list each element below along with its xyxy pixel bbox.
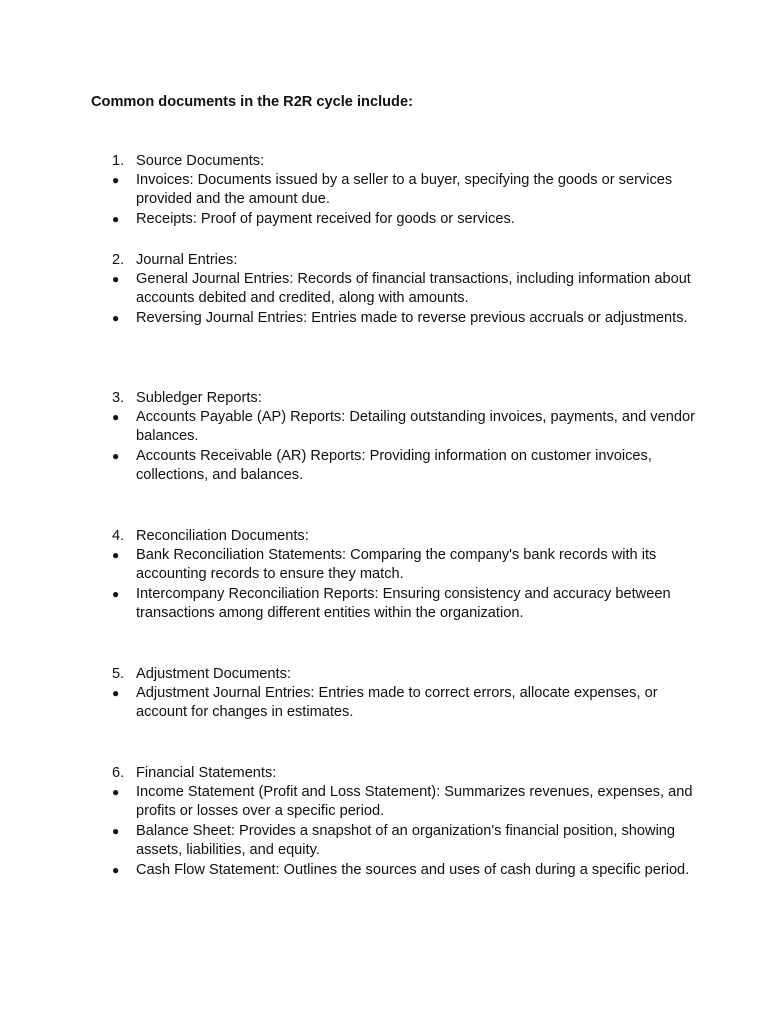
section-title xyxy=(112,389,712,408)
list-item-text: Income Statement (Profit and Loss Statement): Summarizes revenues, expenses, and profits or losses over a specific period. xyxy=(136,784,693,819)
bullet-icon: ● xyxy=(112,863,120,877)
bullet-icon: ● xyxy=(112,311,120,325)
bullet-icon: ● xyxy=(112,686,120,700)
section-title xyxy=(112,764,712,783)
bullet-list xyxy=(112,171,712,229)
section-journal-entries xyxy=(112,251,712,329)
section-title-text: Adjustment Documents: xyxy=(136,666,291,682)
list-item-text: Reversing Journal Entries: Entries made to reverse previous accruals or adjustments. xyxy=(136,310,688,326)
list-item-text: Adjustment Journal Entries: Entries made to correct errors, allocate expenses, or account for changes in estimates. xyxy=(136,685,658,720)
list-item-text: Receipts: Proof of payment received for goods or services. xyxy=(136,211,515,227)
list-item xyxy=(112,447,712,485)
list-item-text: Invoices: Documents issued by a seller to a buyer, specifying the goods or services provided and the amount due. xyxy=(136,172,673,207)
list-item-text: Balance Sheet: Provides a snapshot of an organization's financial position, showing assets, liabilities, and equity. xyxy=(136,823,676,858)
bullet-list xyxy=(112,783,712,880)
list-item xyxy=(112,585,712,623)
section-number: 1. xyxy=(112,153,125,169)
section-source-documents xyxy=(112,152,712,230)
section-number: 6. xyxy=(112,765,125,781)
section-title-text: Reconciliation Documents: xyxy=(136,528,309,544)
bullet-icon: ● xyxy=(112,173,120,187)
list-item xyxy=(112,309,712,328)
section-title xyxy=(112,665,712,684)
section-financial-statements xyxy=(112,764,712,881)
section-title-text: Source Documents: xyxy=(136,153,265,169)
bullet-icon: ● xyxy=(112,449,120,463)
bullet-list xyxy=(112,684,712,722)
section-number: 2. xyxy=(112,252,125,268)
bullet-icon: ● xyxy=(112,785,120,799)
list-item xyxy=(112,210,712,229)
list-item-text: Accounts Payable (AP) Reports: Detailing outstanding invoices, payments, and vendor balances. xyxy=(136,409,695,444)
section-number: 3. xyxy=(112,390,125,406)
list-item xyxy=(112,408,712,446)
bullet-icon: ● xyxy=(112,272,120,286)
list-item xyxy=(112,783,712,821)
section-title xyxy=(112,251,712,270)
section-adjustment-documents xyxy=(112,665,712,723)
bullet-icon: ● xyxy=(112,548,120,562)
list-item xyxy=(112,684,712,722)
bullet-icon: ● xyxy=(112,212,120,226)
list-item-text: Intercompany Reconciliation Reports: Ensuring consistency and accuracy between transactions among different entities within the organization. xyxy=(136,586,671,621)
section-title-text: Financial Statements: xyxy=(136,765,277,781)
list-item-text: Accounts Receivable (AR) Reports: Providing information on customer invoices, collections, and balances. xyxy=(136,448,652,483)
list-item xyxy=(112,546,712,584)
bullet-list xyxy=(112,270,712,328)
document-heading: Common documents in the R2R cycle include: xyxy=(91,94,413,110)
bullet-icon: ● xyxy=(112,824,120,838)
bullet-list xyxy=(112,408,712,485)
section-title xyxy=(112,527,712,546)
list-item-text: Cash Flow Statement: Outlines the sources and uses of cash during a specific period. xyxy=(136,862,690,878)
bullet-icon: ● xyxy=(112,410,120,424)
list-item xyxy=(112,822,712,860)
list-item-text: General Journal Entries: Records of financial transactions, including information about accounts debited and credited, along with amounts. xyxy=(136,271,691,306)
section-reconciliation-documents xyxy=(112,527,712,624)
bullet-icon: ● xyxy=(112,587,120,601)
bullet-list xyxy=(112,546,712,623)
section-title-text: Journal Entries: xyxy=(136,252,238,268)
section-title xyxy=(112,152,712,171)
list-item-text: Bank Reconciliation Statements: Comparing the company's bank records with its accounting records to ensure they match. xyxy=(136,547,657,582)
list-item xyxy=(112,171,712,209)
list-item xyxy=(112,270,712,308)
section-subledger-reports xyxy=(112,389,712,486)
section-number: 4. xyxy=(112,528,125,544)
section-number: 5. xyxy=(112,666,125,682)
section-title-text: Subledger Reports: xyxy=(136,390,262,406)
list-item xyxy=(112,861,712,880)
